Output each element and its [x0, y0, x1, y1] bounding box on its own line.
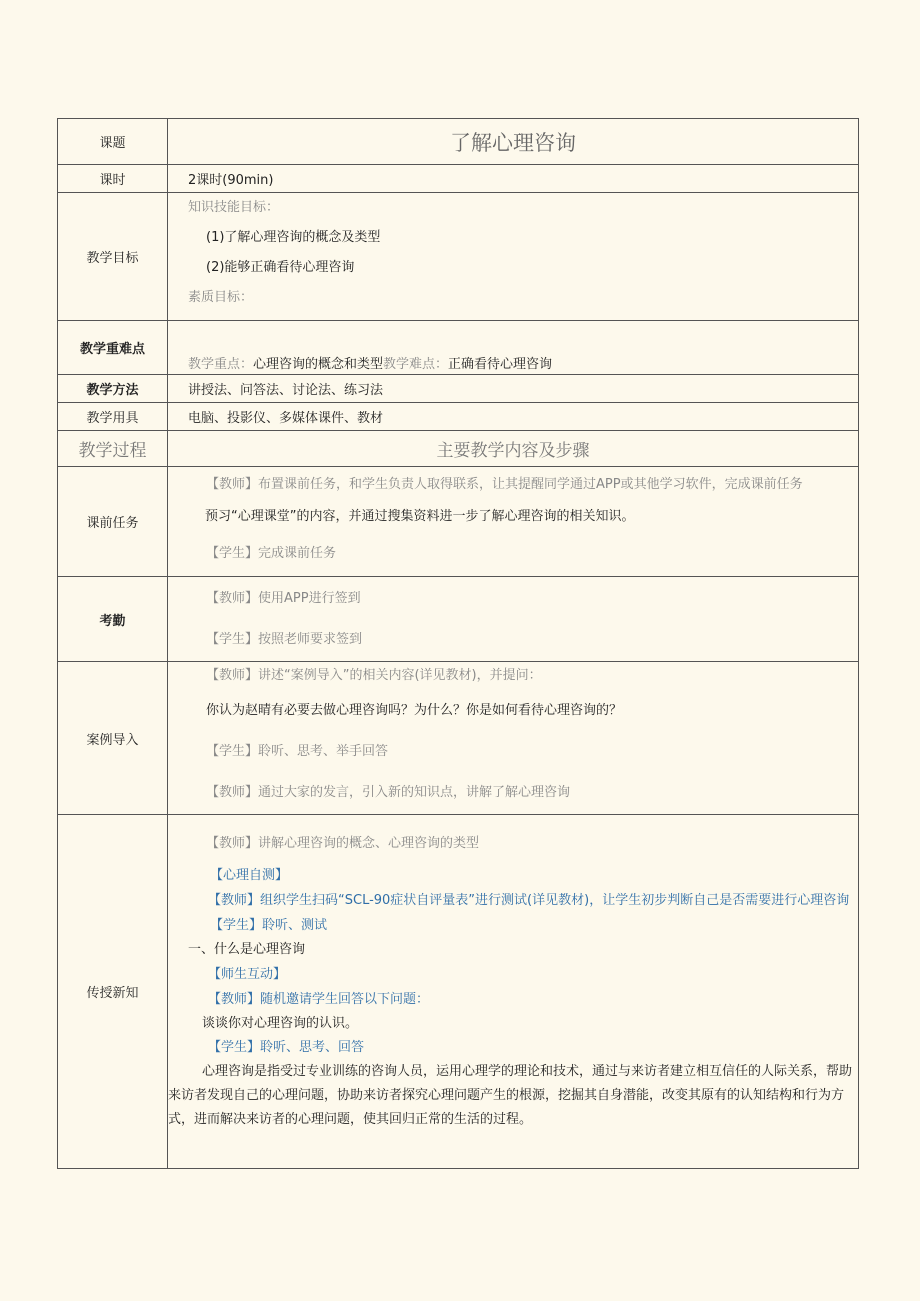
- pre-class-student: 【学生】完成课前任务: [206, 545, 337, 561]
- pre-class-row: [58, 467, 859, 577]
- objectives-clip: [188, 193, 858, 318]
- pre-class-preview: 预习“心理课堂”的内容，并通过搜集资料进一步了解心理咨询的相关知识。: [205, 508, 635, 524]
- new-knowledge-line-1: 【教师】讲解心理咨询的概念、心理咨询的类型: [206, 836, 480, 851]
- new-knowledge-content: [168, 815, 859, 1169]
- process-header-row: [58, 431, 859, 467]
- knowledge-title: 知识技能目标：: [188, 200, 280, 215]
- pre-class-label: 课前任务: [58, 467, 168, 577]
- interaction-question: 谈谈你对心理咨询的认识。: [202, 1016, 359, 1031]
- interaction-heading: 【师生互动】: [208, 967, 287, 982]
- key-label: 教学重点：: [188, 357, 254, 372]
- self-test-student: 【学生】聆听、测试: [210, 918, 328, 933]
- objectives-row: [58, 193, 859, 321]
- quality-title: 素质目标：: [188, 290, 254, 305]
- objective-item-1: (1)了解心理咨询的概念及类型: [206, 230, 381, 245]
- key-text: 心理咨询的概念和类型: [253, 357, 384, 372]
- methods-label: 教学方法: [58, 375, 168, 403]
- difficulty-text: 正确看待心理咨询: [448, 357, 553, 372]
- case-intro-teacher-1: 【教师】讲述“案例导入”的相关内容(详见教材)，并提问：: [206, 668, 542, 683]
- methods-row: [58, 375, 859, 403]
- case-intro-row: [58, 662, 859, 815]
- attendance-teacher: 【教师】使用APP进行签到: [206, 591, 361, 606]
- case-intro-label: 案例导入: [58, 662, 168, 815]
- pre-class-teacher: 【教师】布置课前任务，和学生负责人取得联系，让其提醒同学通过APP或其他学习软件，完成课前任务: [206, 476, 803, 492]
- case-intro-question: 你认为赵晴有必要去做心理咨询吗？为什么？你是如何看待心理咨询的？: [206, 703, 623, 718]
- definition-paragraph: 心理咨询是指受过专业训练的咨询人员，运用心理学的理论和技术，通过与来访者建立相互信任的人际关系，帮助来访者发现自己的心理问题，协助来访者探究心理问题产生的根源，挖掘其自身潜能，改变其原有的认知结构和行为方式，进而解决来访者的心理问题，使其回归正常的生活的过程。: [168, 1064, 853, 1127]
- attendance-student: 【学生】按照老师要求签到: [206, 632, 363, 647]
- methods-value: 讲授法、问答法、讨论法、练习法: [168, 375, 859, 403]
- page-title: 了解心理咨询: [168, 119, 859, 165]
- keypoints-label: 教学重难点: [58, 321, 168, 375]
- new-knowledge-row: [58, 815, 859, 1169]
- interaction-teacher: 【教师】随机邀请学生回答以下问题：: [208, 992, 430, 1007]
- keypoints-row: [58, 321, 859, 375]
- self-test-teacher-text: 【教师】组织学生扫码“SCL-90症状自评量表”进行测试(详见教材)，让学生初步判断自己是否需要进行心理咨询: [208, 893, 850, 908]
- objectives-label: 教学目标: [58, 193, 168, 321]
- section-heading-1: 一、什么是心理咨询: [188, 942, 306, 957]
- attendance-label: 考勤: [58, 577, 168, 662]
- process-header-right: 主要教学内容及步骤: [168, 431, 859, 467]
- objective-item-2: (2)能够正确看待心理咨询: [206, 260, 355, 275]
- case-intro-content: [168, 662, 859, 815]
- process-header-left: 教学过程: [58, 431, 168, 467]
- new-knowledge-label: 传授新知: [58, 815, 168, 1169]
- attendance-content: [168, 577, 859, 662]
- tools-label: 教学用具: [58, 403, 168, 431]
- tools-row: [58, 403, 859, 431]
- case-intro-teacher-2: 【教师】通过大家的发言，引入新的知识点，讲解了解心理咨询: [206, 785, 571, 800]
- attendance-row: [58, 577, 859, 662]
- tools-value: 电脑、投影仪、多媒体课件、教材: [168, 403, 859, 431]
- objectives-content: [168, 193, 859, 321]
- subject-label: 课题: [58, 119, 168, 165]
- interaction-student: 【学生】聆听、思考、回答: [208, 1040, 365, 1055]
- hours-label: 课时: [58, 165, 168, 193]
- case-intro-student: 【学生】聆听、思考、举手回答: [206, 744, 389, 759]
- self-test-teacher: [168, 889, 858, 913]
- hours-row: [58, 165, 859, 193]
- keypoints-content: [168, 321, 859, 375]
- hours-value: 2课时(90min): [168, 165, 859, 193]
- difficulty-label: 教学难点：: [383, 357, 449, 372]
- self-test-heading: 【心理自测】: [210, 868, 289, 883]
- subject-row: [58, 119, 859, 165]
- pre-class-content: [168, 467, 859, 577]
- lesson-plan-table: [57, 118, 859, 1169]
